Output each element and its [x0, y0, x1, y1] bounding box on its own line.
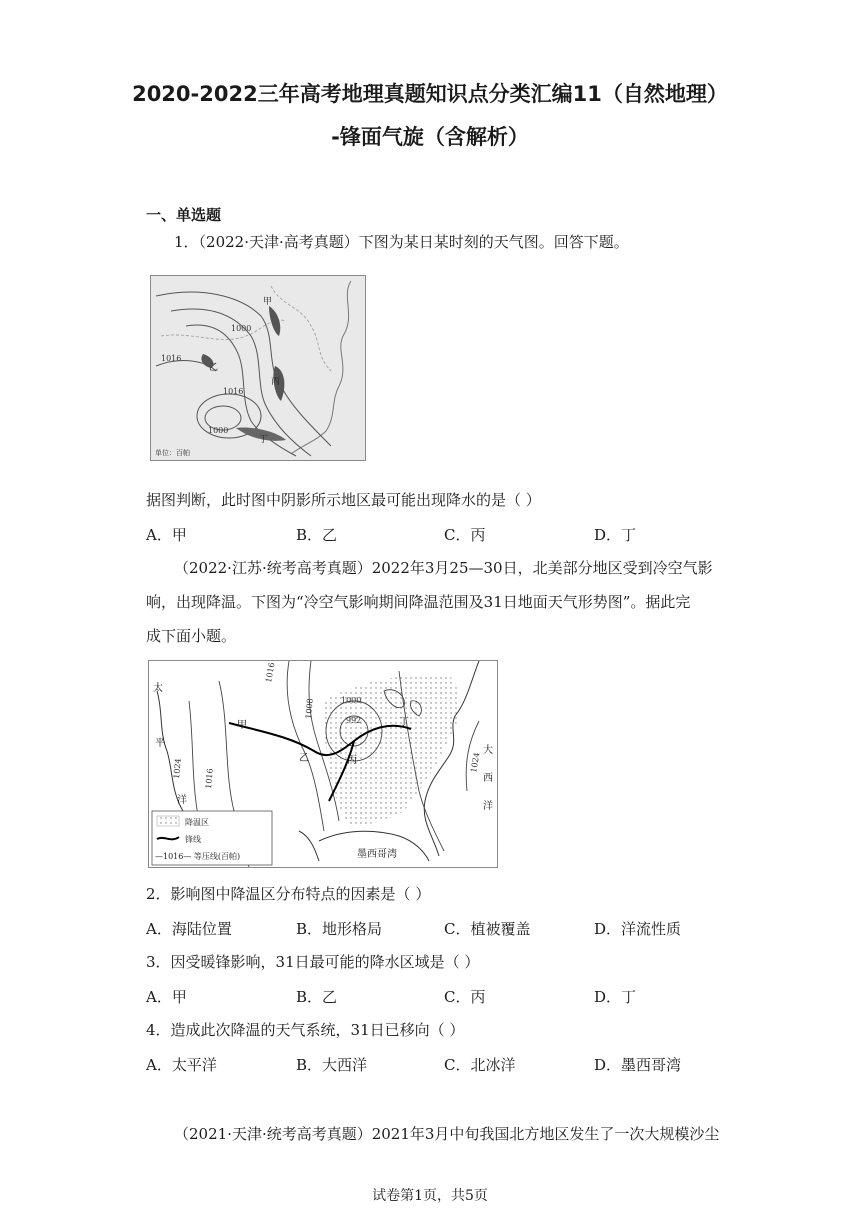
map2-isobar-1024-a: 1024	[469, 751, 482, 774]
map1-label-yi: 乙	[209, 363, 219, 373]
map1-label-1016a: 1016	[161, 354, 182, 363]
map2-isobar-1024-b: 1024	[172, 758, 183, 780]
map1-label-1000a: 1000	[231, 324, 252, 333]
map2-isobar-1016-b: 1016	[204, 768, 215, 790]
question-4-stem: 4．造成此次降温的天气系统，31日已移向（ ）	[146, 1021, 465, 1039]
map1-label-ding: 丁	[259, 435, 269, 445]
map2-isobar-1016-a: 1016	[264, 661, 277, 684]
question-1-stem: 1．（2022·天津·高考真题）下图为某日某时刻的天气图。回答下题。	[174, 233, 629, 251]
q1-option-c: C．丙	[444, 526, 486, 544]
map2-isobar-992: 992	[346, 716, 362, 725]
map2-label-yi: 乙	[299, 753, 309, 764]
q4-option-d: D．墨西哥湾	[594, 1056, 682, 1074]
legend-isobar-label: —1016— 等压线(百帕)	[155, 852, 241, 861]
q1-option-a: A．甲	[146, 526, 187, 544]
map1-label-bing: 丙	[271, 377, 281, 387]
map1-label-jia: 甲	[263, 297, 273, 307]
atlantic-char-1: 大	[483, 745, 493, 756]
q4-option-b: B．大西洋	[296, 1056, 368, 1074]
document-title-line-2: -锋面气旋（含解析）	[331, 125, 529, 149]
passage-3-line-1: （2021·天津·统考高考真题）2021年3月中旬我国北方地区发生了一次大规模沙尘	[174, 1125, 720, 1143]
gulf-of-mexico-label: 墨西哥湾	[357, 849, 397, 860]
q2-option-c: C．植被覆盖	[444, 920, 531, 938]
q1-option-b: B．乙	[296, 526, 338, 544]
map1-label-1000b: 1000	[208, 426, 229, 435]
q1-option-d: D．丁	[594, 526, 637, 544]
question-3-stem: 3．因受暖锋影响，31日最可能的降水区域是（ ）	[146, 953, 480, 971]
weather-map-2-drawing	[149, 661, 497, 867]
weather-map-1	[150, 275, 366, 461]
q3-option-a: A．甲	[146, 988, 187, 1006]
atlantic-char-3: 洋	[483, 801, 493, 812]
weather-map-1-drawing	[151, 276, 365, 460]
question-2-stem: 2．影响图中降温区分布特点的因素是（ ）	[146, 885, 431, 903]
weather-map-2	[148, 660, 498, 868]
document-title-line-1: 2020-2022三年高考地理真题知识点分类汇编11（自然地理）	[132, 82, 728, 106]
question-1-text: 据图判断，此时图中阴影所示地区最可能出现降水的是（ ）	[146, 491, 541, 509]
q2-option-a: A．海陆位置	[146, 920, 232, 938]
page-footer: 试卷第1页，共5页	[372, 1188, 488, 1204]
map2-label-bing: 丙	[347, 755, 357, 766]
q2-option-b: B．地形格局	[296, 920, 383, 938]
passage-2-line-2: 响，出现降温。下图为“冷空气影响期间降温范围及31日地面天气形势图”。据此完	[146, 593, 691, 611]
q3-option-d: D．丁	[594, 988, 637, 1006]
q3-option-b: B．乙	[296, 988, 338, 1006]
q4-option-a: A．太平洋	[146, 1056, 217, 1074]
map2-isobar-1008: 1008	[304, 698, 315, 720]
atlantic-char-2: 西	[483, 773, 493, 784]
map2-isobar-1000: 1000	[341, 696, 362, 705]
pacific-char-2: 平	[155, 738, 165, 749]
passage-2-line-1: （2022·江苏·统考高考真题）2022年3月25—30日，北美部分地区受到冷空气影	[174, 559, 713, 577]
q2-option-d: D．洋流性质	[594, 920, 682, 938]
section-heading: 一、单选题	[146, 206, 222, 224]
legend-cooling-label: 降温区	[185, 818, 209, 827]
legend-front-label: 锋线	[185, 835, 201, 844]
pacific-char-1: 太	[153, 683, 163, 694]
map2-label-ding: 丁	[399, 717, 409, 728]
pacific-char-3: 洋	[177, 795, 187, 806]
map1-unit-label: 单位：百帕	[155, 449, 190, 457]
map1-label-1016b: 1016	[223, 387, 244, 396]
q4-option-c: C．北冰洋	[444, 1056, 516, 1074]
passage-2-line-3: 成下面小题。	[146, 627, 237, 645]
map2-label-jia: 甲	[237, 720, 247, 731]
q3-option-c: C．丙	[444, 988, 486, 1006]
